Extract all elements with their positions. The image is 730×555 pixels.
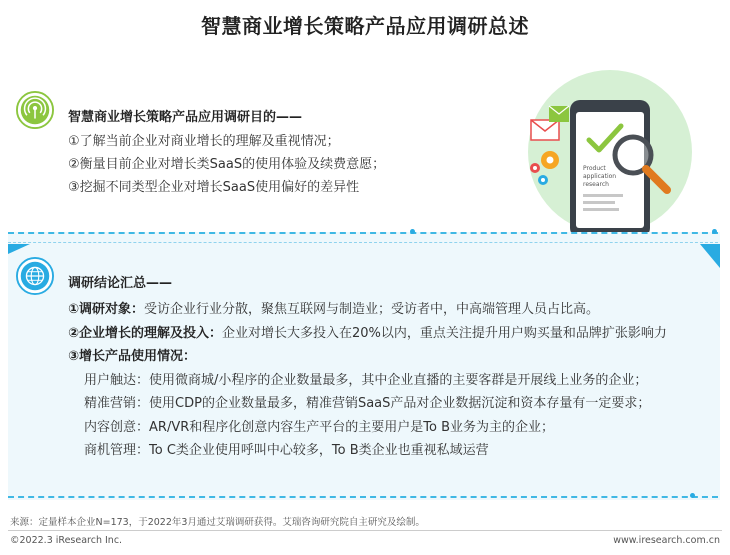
phone-text-line: Product — [583, 165, 606, 172]
usage-sub-item-label: 内容创意： — [84, 419, 150, 435]
usage-sub-item — [68, 392, 667, 416]
usage-sub-item-text: 使用CDP的企业数量最多，精准营销SaaS产品对企业数据沉淀和资本存量有一定要求； — [149, 396, 651, 411]
usage-sub-item — [68, 439, 667, 463]
panel-border-top — [8, 232, 718, 234]
conclusion-item — [68, 322, 667, 346]
copyright-text: ©2022.3 iResearch Inc. — [10, 535, 123, 546]
conclusion-item-text: 受访企业行业分散，聚焦互联网与制造业；受访者中，中高端管理人员占比高。 — [144, 302, 600, 317]
purpose-item: ②衡量目前企业对增长类SaaS的使用体验及续费意愿； — [68, 157, 386, 172]
purpose-list — [68, 130, 385, 199]
conclusion-item-text: 企业对增长大多投入在20%以内，重点关注提升用户购买量和品牌扩张影响力 — [222, 325, 667, 341]
border-dot — [410, 229, 415, 234]
purpose-item: ①了解当前企业对商业增长的理解及重视情况； — [68, 134, 340, 149]
panel-border-inner — [8, 242, 718, 243]
purpose-item: ③挖掘不同类型企业对增长SaaS使用偏好的差异性 — [68, 180, 360, 195]
usage-sub-item-label: 精准营销： — [84, 396, 150, 411]
usage-sub-item-text: AR/VR和程序化创意内容生产平台的主要用户是To B业务为主的企业； — [149, 419, 554, 435]
usage-sub-item-label: 用户触达： — [84, 372, 150, 388]
conclusion-item-label: ①调研对象： — [68, 302, 145, 317]
phone-text-line: research — [583, 181, 609, 188]
conclusion-item — [68, 345, 667, 369]
product-research-illustration — [505, 70, 705, 245]
panel-border-bottom — [8, 496, 718, 498]
usage-sub-item — [68, 416, 667, 440]
border-dot — [690, 493, 695, 498]
footer-divider — [8, 530, 722, 531]
border-dot — [712, 229, 717, 234]
usage-sub-item-label: 商机管理： — [84, 443, 150, 458]
conclusion-item-label: ②企业增长的理解及投入： — [68, 325, 223, 341]
website-link[interactable]: www.iresearch.com.cn — [613, 535, 720, 546]
usage-sub-item — [68, 369, 667, 393]
conclusion-list — [68, 298, 667, 463]
conclusion-item-label: ③增长产品使用情况： — [68, 349, 197, 364]
purpose-heading: 智慧商业增长策略产品应用调研目的—— — [68, 110, 303, 125]
conclusion-item — [68, 298, 667, 322]
usage-sub-item-text: 使用微商城/小程序的企业数量最多，其中企业直播的主要客群是开展线上业务的企业； — [149, 372, 648, 388]
usage-sub-item-text: To C类企业使用呼叫中心较多，To B类企业也重视私域运营 — [149, 443, 489, 458]
globe-icon — [16, 257, 54, 295]
conclusion-heading: 调研结论汇总—— — [68, 276, 173, 291]
source-note: 来源：定量样本企业N=173，于2022年3月通过艾瑞调研获得。艾瑞咨询研究院自主研究及绘制。 — [10, 517, 425, 528]
signal-broadcast-icon — [16, 91, 54, 129]
page-title: 智慧商业增长策略产品应用调研总述 — [201, 14, 529, 38]
phone-text-line: application — [583, 173, 617, 180]
